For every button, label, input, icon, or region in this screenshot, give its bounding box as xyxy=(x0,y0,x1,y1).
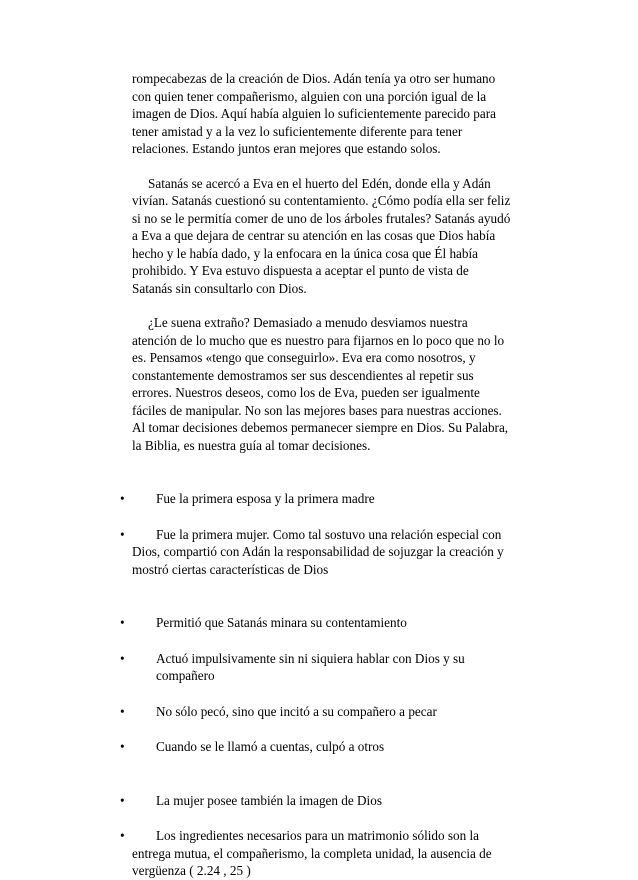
bullet-item xyxy=(120,526,512,579)
bullet-text: Actuó impulsivamente sin ni siquiera hablar con Dios y su compañero xyxy=(156,650,465,683)
bullet-text: Fue la primera esposa y la primera madre xyxy=(156,491,375,506)
bullet-dot: • xyxy=(120,615,125,630)
bullet-dot: • xyxy=(120,792,125,808)
bullet-dot: • xyxy=(120,828,125,843)
bullet-dot: • xyxy=(120,491,125,506)
bullet-item xyxy=(120,792,512,810)
paragraph-1: rompecabezas de la creación de Dios. Adán tenía ya otro ser humano con quien tener compañerismo, alguien con una porción igual de la imagen de Dios. Aquí había alguien lo suficientemente parecido para tener amistad y a la vez lo suficientemente diferente para tener relaciones. Estando juntos eran mejores que estando solos. xyxy=(132,71,496,156)
paragraph-3: ¿Le suena extraño? Demasiado a menudo desviamos nuestra atención de lo mucho que es nuestro para fijarnos en lo poco que no lo es. Pensamos «tengo que conseguirlo». Eva era como nosotros, y constantemente demostramos ser sus descendientes al repetir sus errores. Nuestros deseos, como los de Eva, pueden ser igualmente fáciles de manipular. No son las mejores bases para nuestras acciones. Al tomar decisiones debemos permanecer siempre en Dios. Su Palabra, la Biblia, es nuestra guía al tomar decisiones. xyxy=(132,315,509,453)
bullet-item xyxy=(120,650,512,685)
bullet-item xyxy=(120,738,512,756)
bullet-dot: • xyxy=(120,739,125,754)
bullet-dot: • xyxy=(120,703,125,719)
bullet-item xyxy=(120,490,512,508)
bullet-item xyxy=(120,827,512,880)
bullet-text: Los ingredientes necesarios para un matrimonio sólido son la entrega mutua, el compañerismo, la completa unidad, la ausencia de vergüenza ( 2.24 , 25 ) xyxy=(132,828,492,878)
bullet-group-2 xyxy=(120,614,512,756)
bullet-text: Permitió que Satanás minara su contentamiento xyxy=(156,615,407,630)
bullet-dot: • xyxy=(120,650,125,666)
bullet-item xyxy=(120,614,512,632)
bullet-text: La mujer posee también la imagen de Dios xyxy=(156,792,382,808)
bullet-item xyxy=(120,703,512,721)
bullet-text: Fue la primera mujer. Como tal sostuvo una relación especial con Dios, compartió con Adán la responsabilidad de sojuzgar la creación y mostró ciertas características de Dios xyxy=(132,526,504,577)
bullet-group-1 xyxy=(120,490,512,578)
paragraph-2: Satanás se acercó a Eva en el huerto del Edén, donde ella y Adán vivían. Satanás cuestionó su contentamiento. ¿Cómo podía ella ser feliz si no se le permitía comer de uno de los árboles frutales? Satanás ayudó a Eva a que dejara de centrar su atención en las cosas que Dios había hecho y le había dado, y la enfocara en la única cosa que Él había prohibido. Y Eva estuvo dispuesta a aceptar el punto de vista de Satanás sin consultarlo con Dios. xyxy=(132,175,511,296)
text-column xyxy=(120,70,512,880)
bullet-dot: • xyxy=(120,526,125,542)
bullet-group-3 xyxy=(120,792,512,880)
bullet-text: Cuando se le llamó a cuentas, culpó a otros xyxy=(156,739,385,754)
bullet-text: No sólo pecó, sino que incitó a su compañero a pecar xyxy=(156,703,437,719)
